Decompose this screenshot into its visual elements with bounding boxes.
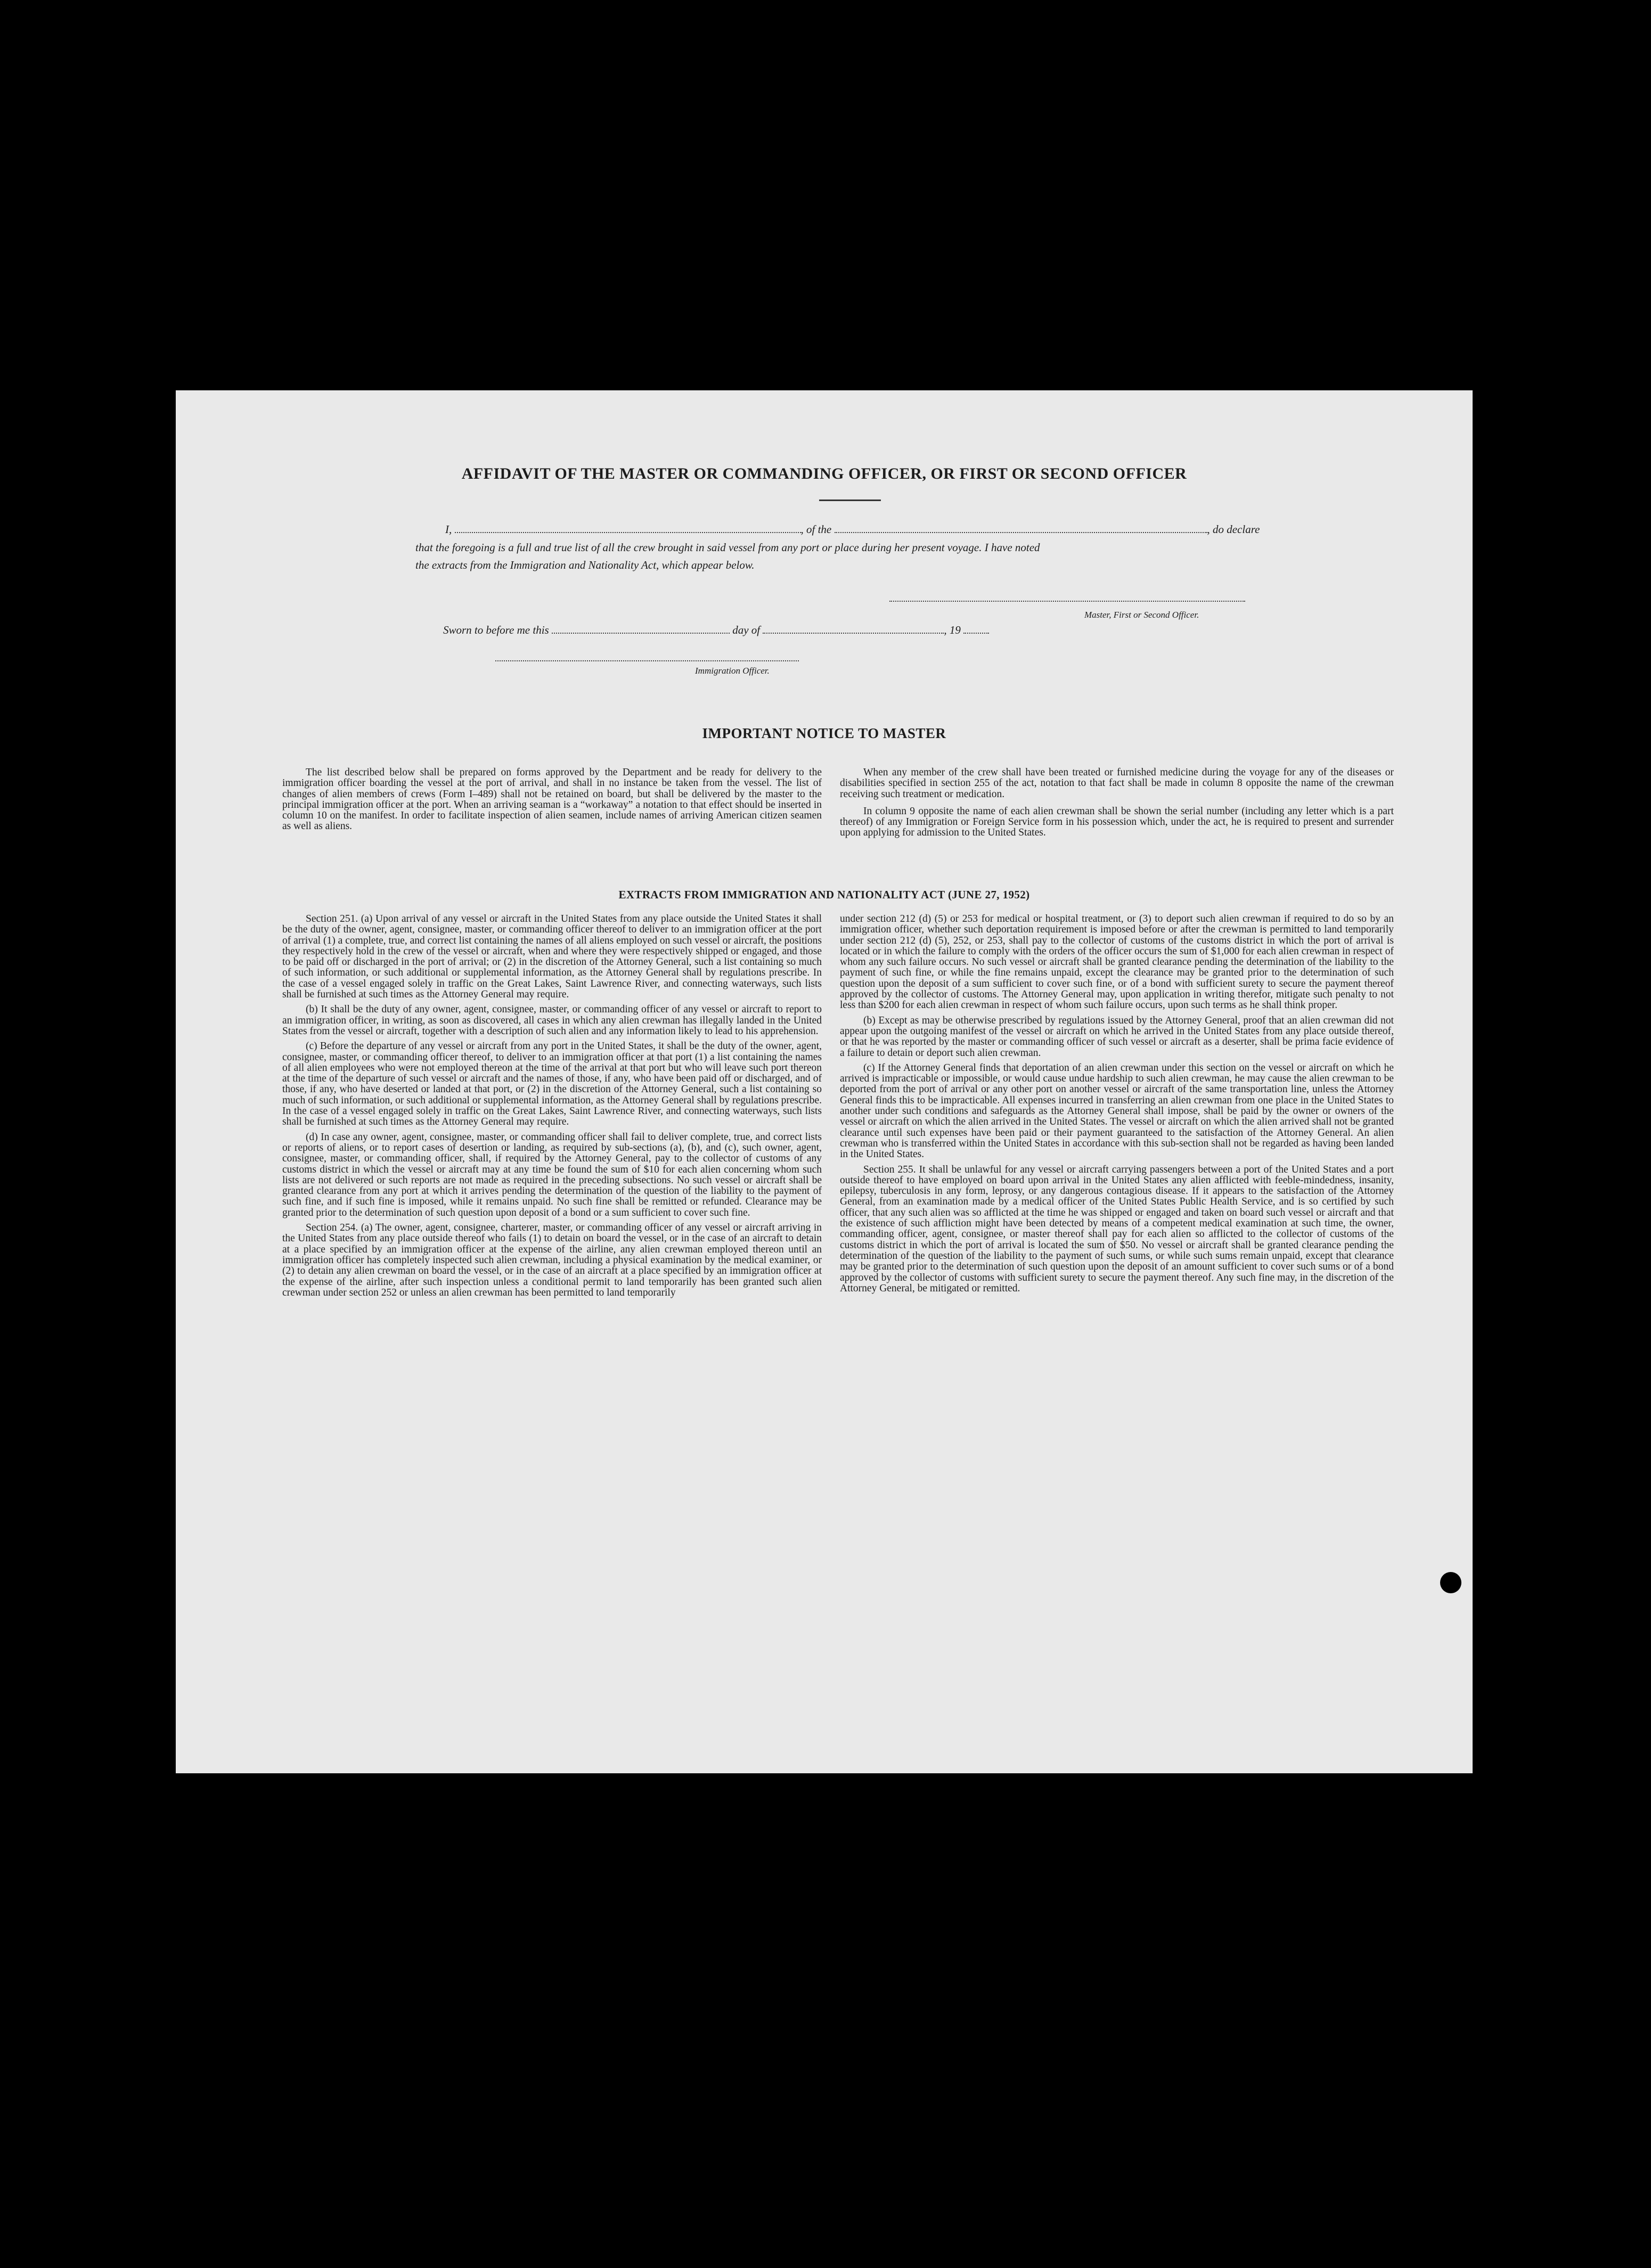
punch-hole-mark	[1440, 1572, 1461, 1593]
sworn-prefix: Sworn to before me this	[443, 624, 549, 636]
notice-left-column	[282, 767, 822, 832]
declaration-line-2: that the foregoing is a full and true list of all the crew brought in said vessel from any port or place during her present voyage. I have noted	[415, 541, 1040, 554]
extracts-title: EXTRACTS FROM IMMIGRATION AND NATIONALITY ACT (JUNE 27, 1952)	[618, 888, 1030, 901]
section-251d-paragraph: (d) In case any owner, agent, consignee, master, or commanding officer shall fail to deliver complete, true, and correct lists or reports of aliens, or to report cases of desertion or landing, as required by sub-sections (a), (b), and (c), such owner, agent, consignee, master, or commanding officer, shall, if required by the Attorney General, pay to the collector of customs of any customs district in which the vessel or aircraft may at any time be found the sum of $10 for each alien concerning whom such lists are not delivered or such reports are not made as required in the preceding subsections. No such vessel or aircraft shall be granted clearance from any port at which it arrives pending the determination of the question of the liability to the payment of such fine, and if such fine is imposed, while it remains unpaid. No such fine shall be remitted or refunded. Clearance may be granted prior to the determination of such question upon deposit of a bond or a sum sufficient to cover such fine.	[282, 1131, 822, 1218]
section-251a-paragraph: Section 251. (a) Upon arrival of any vessel or aircraft in the United States from any place outside the United States it shall be the duty of the owner, agent, consignee, master, or commanding officer thereof to deliver to an immigration officer at the port of arrival (1) a complete, true, and correct list containing the names of all aliens employed on such vessel or aircraft, the positions they respectively hold in the crew of the vessel or aircraft, when and where they were respectively shipped or engaged, and those to be paid off or discharged in the port of arrival; or (2) in the discretion of the Attorney General, such a list containing so much of such information, or such additional or supplemental information, as the Attorney General shall by regulations prescribe. In the case of a vessel engaged solely in traffic on the Great Lakes, Saint Lawrence River, and connecting waterways, such lists shall be furnished at such times as the Attorney General may require.	[282, 913, 822, 1001]
master-caption: Master, First or Second Officer.	[1084, 610, 1199, 620]
sworn-day-label: day of	[732, 624, 761, 636]
immigration-officer-signature-line[interactable]	[495, 660, 799, 661]
section-251b-paragraph: (b) It shall be the duty of any owner, agent, consignee, master, or commanding officer of any vessel or aircraft to report to an immigration officer, in writing, as soon as discovered, all cases in which any alien crewman has illegally landed in the United States from the vessel or aircraft, together with a description of such alien and any information likely to lead to his apprehension.	[282, 1004, 822, 1037]
document-page	[176, 390, 1473, 1773]
extracts-left-column	[282, 914, 822, 1298]
section-255-paragraph: Section 255. It shall be unlawful for any vessel or aircraft carrying passengers between a port of the United States and a port outside thereof to have employed on board upon arrival in the United States any alien afflicted with feeble-mindedness, insanity, epilepsy, tuberculosis in any form, leprosy, or any dangerous contagious disease. If it appears to the satisfaction of the Attorney General, from an examination made by a medical officer of the United States Public Health Service, and is so certified by such officer, that any such alien was so afflicted at the time he was shipped or engaged and taken on board such vessel or aircraft and that the existence of such affliction might have been detected by means of a competent medical examination at such time, the owner, commanding officer, agent, consignee, or master thereof shall pay for each alien so afflicted to the collector of customs of the customs district in which the port of arrival is located the sum of $50. No vessel or aircraft shall be granted clearance pending the determination of the question of the liability to the payment of such sums, or while such sums remain unpaid, except that clearance may be granted prior to the determination of such question upon the deposit of an amount sufficient to cover such sums or of a bond approved by the collector of customs with sufficient surety to secure the payment thereof. Any such fine may, in the discretion of the Attorney General, be mitigated or remitted.	[840, 1164, 1394, 1294]
vessel-name-field[interactable]	[835, 522, 1207, 533]
immigration-officer-caption: Immigration Officer.	[695, 666, 770, 676]
notice-title: IMPORTANT NOTICE TO MASTER	[702, 725, 946, 741]
notice-right-paragraph: In column 9 opposite the name of each alien crewman shall be shown the serial number (including any letter which is a part thereof) of any Immigration or Foreign Service form in his possession which, under the act, he is required to present and surrender upon applying for admission to the United States.	[840, 805, 1394, 839]
title-divider	[819, 500, 881, 501]
sworn-year-field[interactable]	[963, 623, 989, 634]
notice-right-column	[840, 767, 1394, 839]
vessel-of-label: , of the	[800, 523, 832, 536]
sworn-date-field[interactable]	[552, 623, 730, 634]
section-254a-paragraph: Section 254. (a) The owner, agent, consignee, charterer, master, or commanding officer of any vessel or aircraft arriving in the United States from any place outside thereof who fails (1) to detain on board the vessel, or in the case of an aircraft to detain at a place specified by an immigration officer at the expense of the airline, any alien crewman employed thereon until an immigration officer has completely inspected such alien crewman, including a physical examination by the medical examiner, or (2) to detain any alien crewman on board the vessel, or in the case of an aircraft at a place specified by an immigration officer at the expense of the airline, after such inspection unless a conditional permit to land temporarily has been granted such alien crewman under section 252 or unless an alien crewman has been permitted to land temporarily	[282, 1222, 822, 1298]
notice-left-paragraph: The list described below shall be prepared on forms approved by the Department and be ready for delivery to the immigration officer boarding the vessel at the port of arrival, and shall in no instance be taken from the vessel. The list of changes of alien members of crews (Form I–489) shall not be retained on board, but shall be delivered by the master to the principal immigration officer at the port. When an arriving seaman is a “workaway” a notation to that effect should be inserted in column 10 on the manifest. In order to facilitate inspection of alien seamen, include names of arriving American citizen seamen as well as aliens.	[282, 767, 822, 832]
affidavit-title: AFFIDAVIT OF THE MASTER OR COMMANDING OFFICER, OR FIRST OR SECOND OFFICER	[461, 465, 1187, 482]
declarant-prefix: I,	[445, 523, 452, 536]
master-signature-line[interactable]	[889, 601, 1245, 602]
sworn-year-label: , 19	[944, 624, 961, 636]
extracts-right-column	[840, 914, 1394, 1294]
section-254b-paragraph: (b) Except as may be otherwise prescribed by regulations issued by the Attorney General, proof that an alien crewman did not appear upon the outgoing manifest of the vessel or aircraft on which he arrived in the United States from any place outside thereof, or that he was reported by the master or commanding officer of such vessel or aircraft as a deserter, shall be prima facie evidence of a failure to detain or deport such alien crewman.	[840, 1014, 1394, 1059]
section-254c-paragraph: (c) If the Attorney General finds that deportation of an alien crewman under this section on the vessel or aircraft on which he arrived is impracticable or impossible, or would cause undue hardship to such alien crewman, he may cause the alien crewman to be deported from the port of arrival or any other port on another vessel or aircraft of the same transportation line, unless the Attorney General finds this to be impracticable. All expenses incurred in transferring an alien crewman from one place in the United States to another under such conditions and safeguards as the Attorney General shall impose, shall be paid by the owner or owners of the vessel or aircraft on which the alien arrived in the United States. The vessel or aircraft on which the alien arrived shall not be granted clearance until such expenses have been paid or their payment guaranteed to the satisfaction of the Attorney General. An alien crewman who is transferred within the United States in accordance with this sub-section shall not be regarded as having been landed in the United States.	[840, 1062, 1394, 1160]
sworn-month-field[interactable]	[763, 623, 944, 634]
section-251c-paragraph: (c) Before the departure of any vessel or aircraft from any port in the United States, it shall be the duty of the owner, agent, consignee, master, or commanding officer thereof, to deliver to an immigration officer at that port (1) a list containing the names of all alien employees who were not employed thereon at the time of the arrival at that port but who will leave such port thereon at the time of the departure of such vessel or aircraft and the names of those, if any, who have been paid off or discharged, and of those, if any, who have deserted or landed at that port, or (2) in the discretion of the Attorney General, such a list containing so much of such information, or such additional or supplemental information, as the Attorney General shall by regulations prescribe. In the case of a vessel engaged solely in traffic on the Great Lakes, Saint Lawrence River, and connecting waterways, such lists shall be furnished at such times as the Attorney General may require.	[282, 1041, 822, 1128]
declaration-line-3: the extracts from the Immigration and Nationality Act, which appear below.	[415, 559, 755, 571]
section-254a-continued-paragraph: under section 212 (d) (5) or 253 for medical or hospital treatment, or (3) to deport such alien crewman if required to do so by an immigration officer, whether such deportation requirement is imposed before or after the crewman is permitted to land temporarily under section 212 (d) (5), 252, or 253, shall pay to the collector of customs of the customs district in which the port of arrival is located or in which the failure to comply with the orders of the officer occurs the sum of $1,000 for each alien crewman in respect of whom any such failure occurs. No such vessel or aircraft shall be granted clearance pending the determination of the liability to the payment of such fine, or while the fine remains unpaid, except the clearance may be granted prior to the determination of such question upon the deposit of a sum sufficient to cover such fine, or of a bond with sufficient surety to secure the payment thereof approved by the collector of customs. The Attorney General may, upon application in writing therefor, mitigate such penalty to not less than $200 for each alien crewman in respect of whom such failure occurs, upon such terms as he shall think proper.	[840, 913, 1394, 1011]
sworn-line	[443, 623, 989, 637]
declaration-line-1	[445, 522, 1260, 536]
declarant-name-field[interactable]	[455, 522, 801, 533]
notice-right-paragraph: When any member of the crew shall have been treated or furnished medicine during the voyage for any of the diseases or disabilities specified in section 255 of the act, notation to that fact shall be made in column 8 opposite the name of the crewman receiving such treatment or medication.	[840, 767, 1394, 800]
declare-label: , do declare	[1207, 523, 1260, 536]
